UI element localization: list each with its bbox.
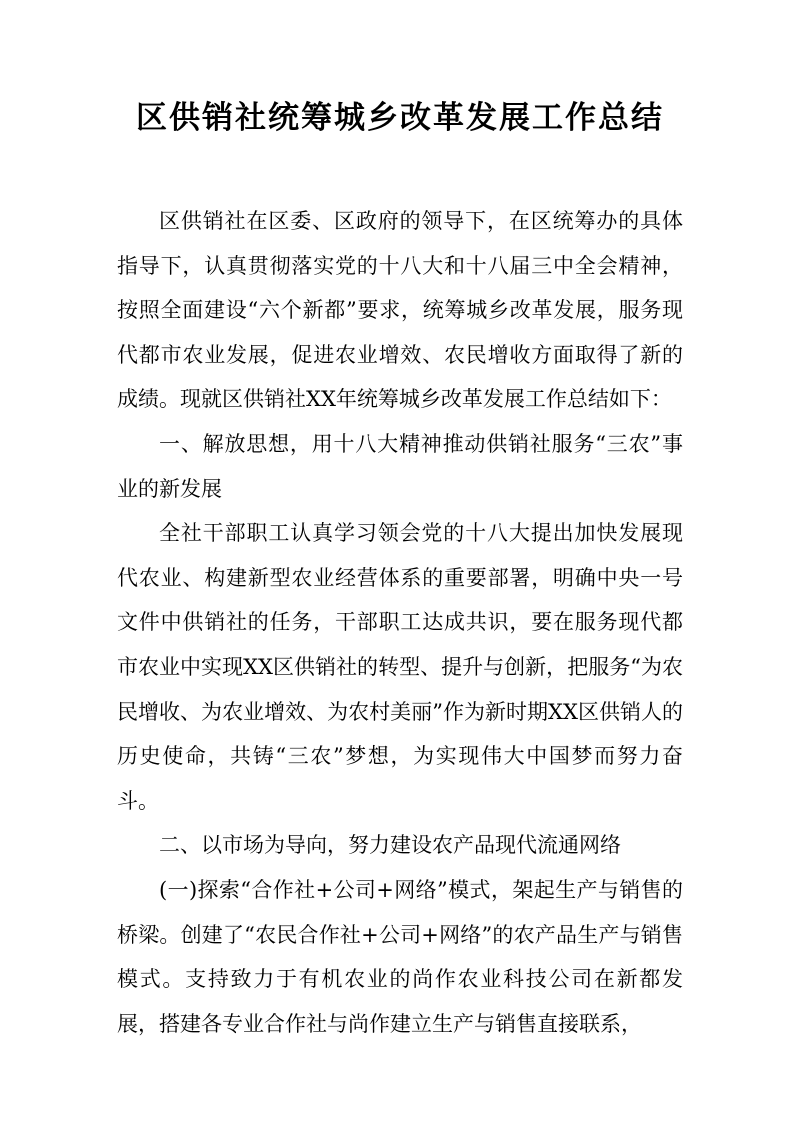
heading-section-2: 二、以市场为导向，努力建设农产品现代流通网络 xyxy=(159,833,621,858)
document-body xyxy=(117,199,683,1046)
paragraph-section-1: 全社干部职工认真学习领会党的十八大提出加快发展现代农业、构建新型农业经营体系的重要部署，明确中央一号文件中供销社的任务，干部职工达成共识，要在服务现代都市农业中实现XX区供销社的转型、提升与创新，把服务“为农民增收、为农业增效、为农村美丽”作为新时期XX区供销人的历史使命，共铸“三农”梦想，为实现伟大中国梦而努力奋斗。 xyxy=(117,521,683,813)
heading-section-1: 一、解放思想，用十八大精神推动供销社服务“三农”事业的新发展 xyxy=(117,431,683,501)
document-title: 区供销社统筹城乡改革发展工作总结 xyxy=(136,100,664,136)
paragraph-section-2-item-1: (一)探索“合作社+公司+网络”模式，架起生产与销售的桥梁。创建了“农民合作社+公司+网络”的农产品生产与销售模式。支持致力于有机农业的尚作农业科技公司在新都发展，搭建各专业合作社与尚作建立生产与销售直接联系， xyxy=(117,877,683,1036)
paragraph-intro: 区供销社在区委、区政府的领导下，在区统筹办的具体指导下，认真贯彻落实党的十八大和十八届三中全会精神，按照全面建设“六个新都”要求，统筹城乡改革发展，服务现代都市农业发展，促进农业增效、农民增收方面取得了新的成绩。现就区供销社XX年统筹城乡改革发展工作总结如下： xyxy=(117,209,683,412)
